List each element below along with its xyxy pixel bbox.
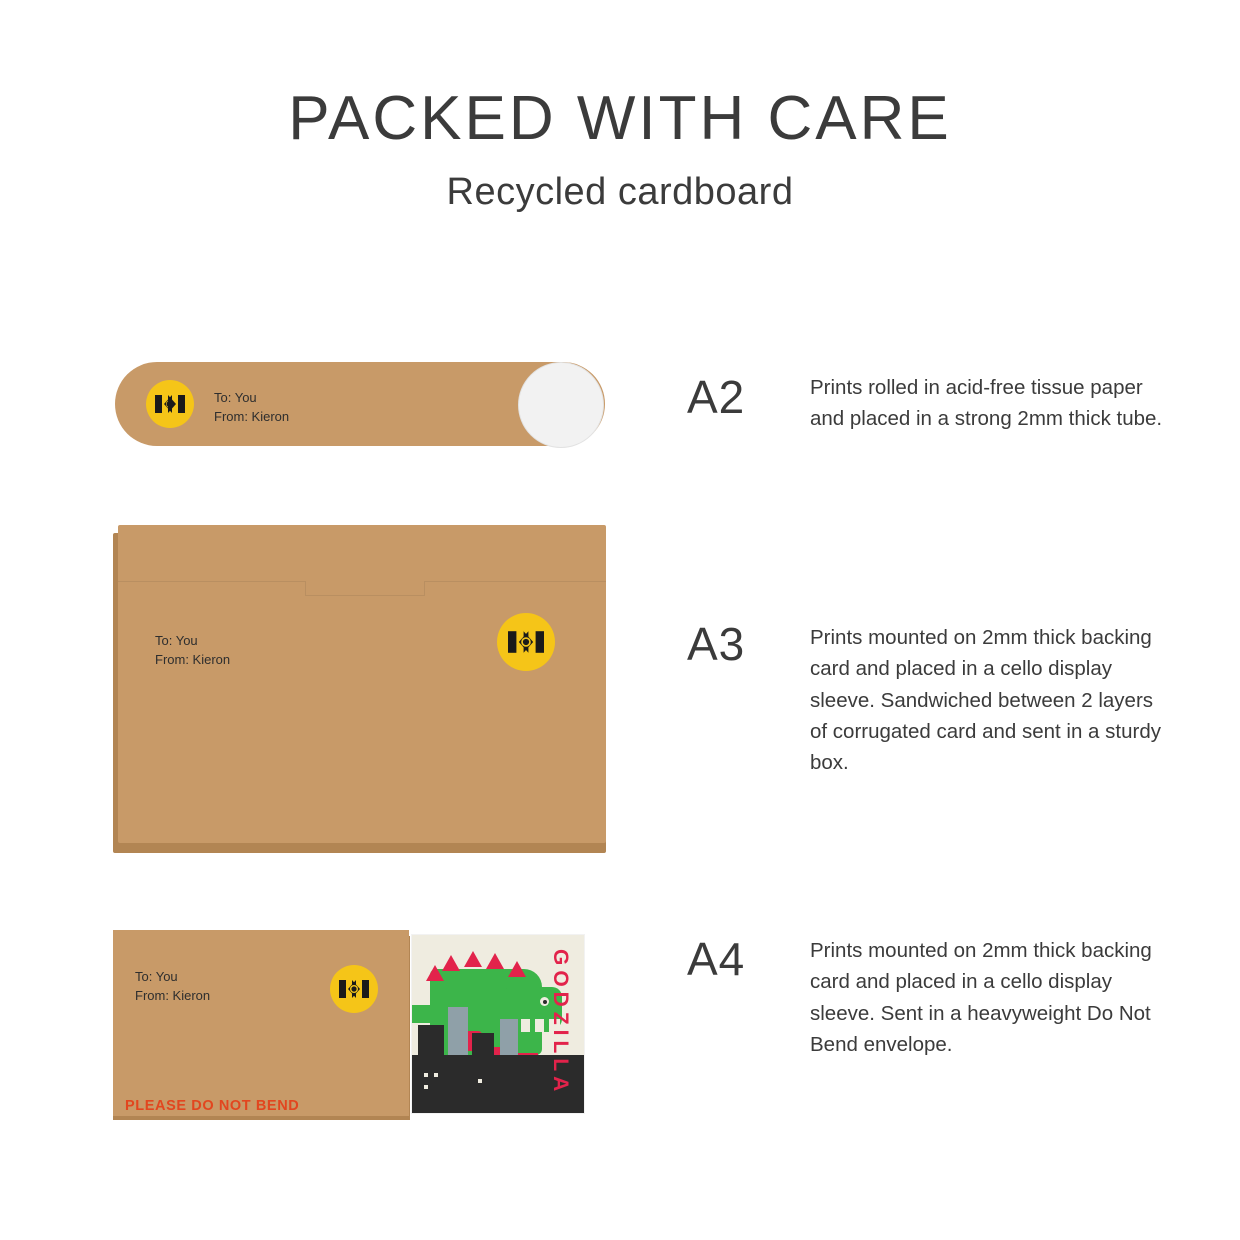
description-a4: Prints mounted on 2mm thick backing card and placed in a cello display sleeve. Sent in a heavyweight Do Not Bend envelope. [810, 939, 1152, 1057]
a3-box-front [118, 525, 606, 843]
label-to: To: You [135, 969, 178, 984]
artwork-building [500, 1019, 518, 1055]
description-a2: Prints rolled in acid-free tissue paper and placed in a strong 2mm thick tube. [810, 376, 1163, 431]
label-to: To: You [214, 390, 257, 405]
artwork-building [448, 1007, 468, 1055]
brand-logo-icon [330, 965, 378, 1013]
page-title: PACKED WITH CARE [288, 84, 952, 153]
do-not-bend-warning: PLEASE DO NOT BEND [125, 1098, 300, 1114]
artwork-window [424, 1085, 428, 1089]
artwork-spike [464, 951, 482, 967]
brand-logo-icon [497, 613, 555, 671]
print-artwork [412, 935, 584, 1113]
brand-logo-icon [146, 380, 194, 428]
a4-shipping-label [135, 968, 210, 1006]
a3-box-tab-cover [306, 580, 424, 582]
artwork-spike [426, 965, 444, 981]
label-to: To: You [155, 633, 198, 648]
a4-envelope-graphic [113, 930, 613, 1120]
a3-shipping-label [155, 632, 230, 670]
artwork-spike [508, 961, 526, 977]
description-a3: Prints mounted on 2mm thick backing card and placed in a cello display sleeve. Sandwiched between 2 layers of corrugated card and sent in a sturdy box. [810, 626, 1161, 775]
label-from: From: Kieron [155, 651, 231, 667]
page-header [0, 0, 1240, 214]
artwork-building [418, 1025, 444, 1055]
a2-shipping-label [214, 389, 289, 427]
artwork-spike [486, 953, 504, 969]
artwork-window [478, 1079, 482, 1083]
artwork-window [424, 1073, 428, 1077]
size-label-a2: A2 [687, 371, 746, 423]
a2-tube-cap [518, 362, 604, 448]
a3-box-tab [305, 581, 425, 596]
size-label-a3: A3 [687, 618, 746, 670]
a3-box-graphic [113, 525, 606, 845]
artwork-pupil [543, 1000, 547, 1004]
artwork-window [434, 1073, 438, 1077]
label-from: From: Kieron [135, 987, 211, 1003]
size-label-a4: A4 [687, 933, 746, 985]
page-subtitle: Recycled cardboard [446, 171, 794, 214]
artwork-title: GODZILLA [549, 949, 572, 1097]
artwork-tooth [530, 1019, 535, 1032]
artwork-spike [442, 955, 460, 971]
artwork-building [472, 1033, 494, 1055]
a4-envelope-front [113, 930, 409, 1116]
label-from: From: Kieron [214, 408, 290, 424]
